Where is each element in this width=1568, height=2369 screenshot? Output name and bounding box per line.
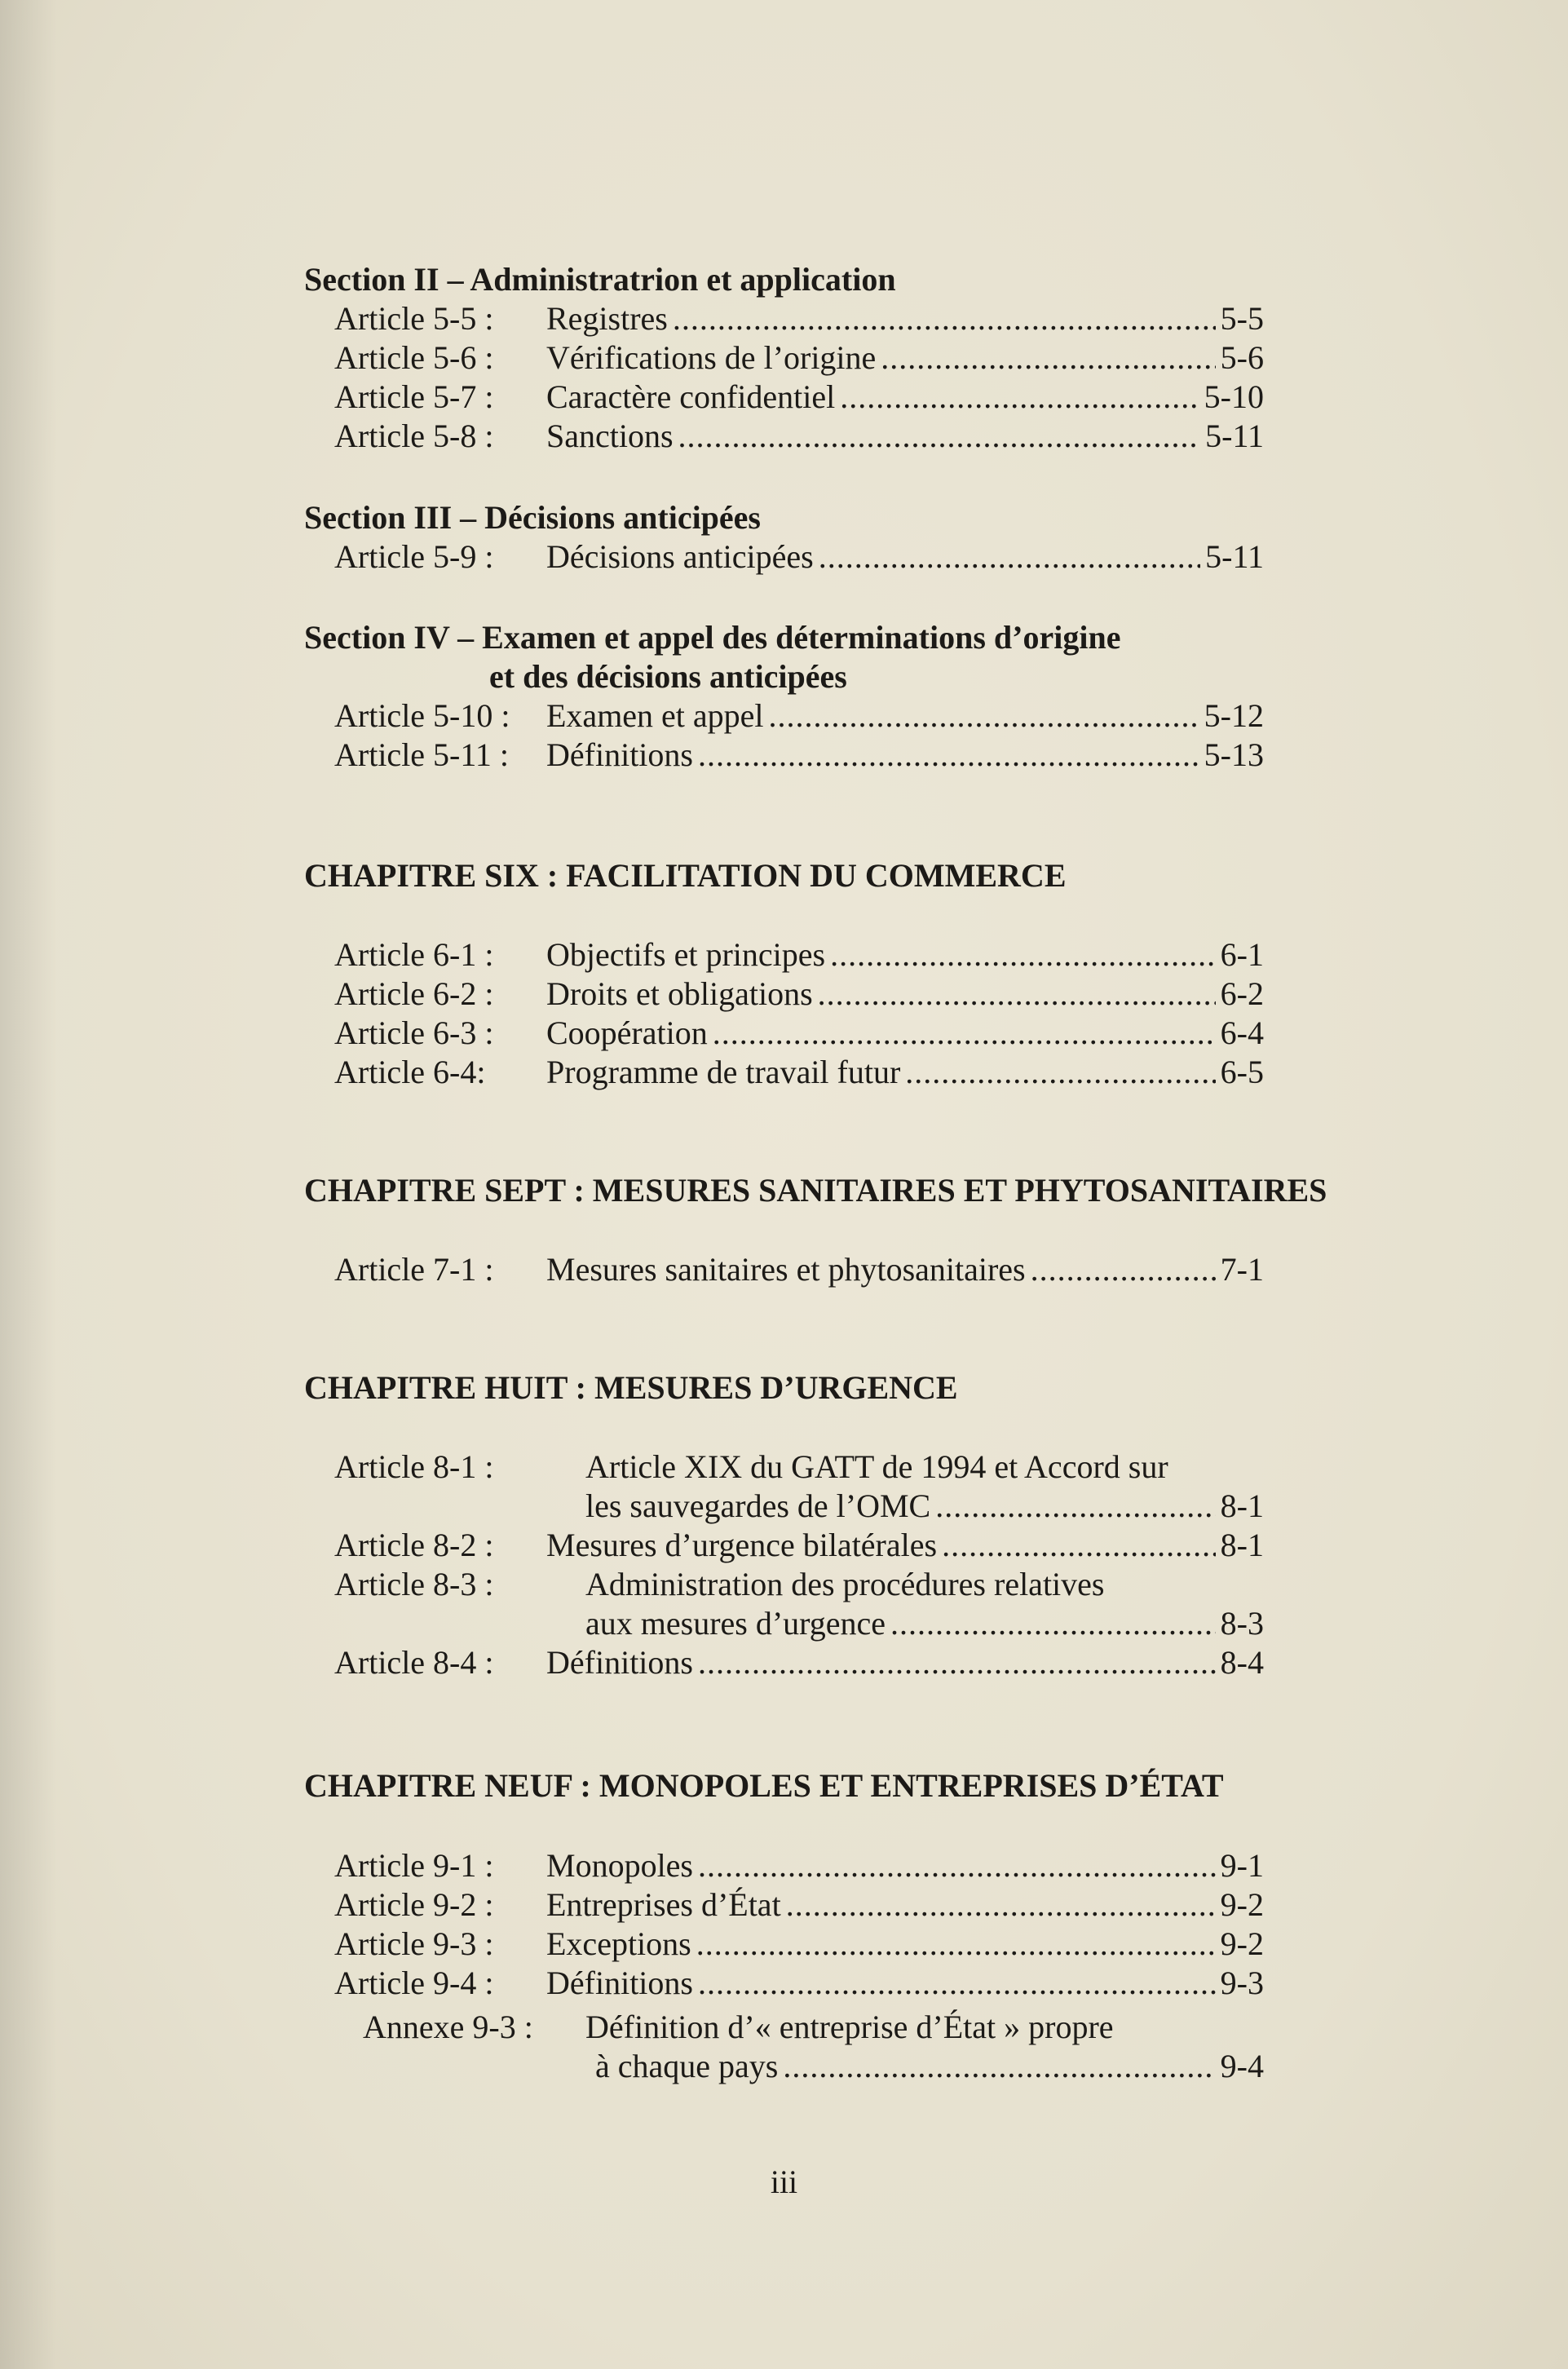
article-label: Article 6-4: <box>334 1054 486 1090</box>
article-label: Article 6-1 : <box>334 936 494 973</box>
article-title: Programme de travail futur <box>546 1054 901 1090</box>
toc-entry[interactable] <box>0 1845 1568 1887</box>
article-title: Coopération <box>546 1014 708 1051</box>
article-title: Définitions <box>546 1644 693 1681</box>
article-label: Article 5-5 : <box>334 300 494 337</box>
toc-entry[interactable] <box>0 1563 1568 1606</box>
article-title: Sanctions <box>546 418 674 454</box>
leader-dots <box>818 973 1216 1015</box>
toc-entry[interactable] <box>0 695 1568 737</box>
toc-entry[interactable] <box>0 1884 1568 1926</box>
page-number: 9-3 <box>1220 1965 1264 2001</box>
page-number: 8-1 <box>1220 1487 1264 1524</box>
page-number: 5-11 <box>1205 418 1264 454</box>
article-label: Article 9-4 : <box>334 1965 494 2001</box>
leader-dots <box>698 1642 1216 1684</box>
toc-entry[interactable] <box>0 1923 1568 1965</box>
leader-dots <box>1031 1249 1216 1291</box>
article-label: Article 6-3 : <box>334 1014 494 1051</box>
article-label: Article 8-2 : <box>334 1527 494 1563</box>
page-number: 8-3 <box>1220 1605 1264 1642</box>
article-label: Article 5-9 : <box>334 538 494 575</box>
leader-dots <box>678 415 1201 457</box>
leader-dots <box>905 1051 1215 1094</box>
article-title: Administration des procédures relatives <box>585 1566 1105 1602</box>
article-title: Définitions <box>546 1965 693 2001</box>
toc-entry[interactable] <box>0 337 1568 379</box>
article-title: Caractère confidentiel <box>546 378 836 415</box>
page-number: 5-12 <box>1204 697 1264 734</box>
page-number: 9-1 <box>1220 1847 1264 1884</box>
leader-dots <box>890 1602 1216 1645</box>
article-title: Définitions <box>546 736 693 773</box>
article-label: Article 6-2 : <box>334 975 494 1012</box>
leader-dots <box>698 1845 1216 1887</box>
leader-dots <box>935 1485 1215 1527</box>
article-title-continuation: les sauvegardes de l’OMC <box>585 1487 931 1524</box>
section-heading-continuation: et des décisions anticipées <box>489 658 847 695</box>
page-number: 9-4 <box>1220 2048 1264 2084</box>
page-number: 5-11 <box>1205 538 1264 575</box>
article-label: Article 5-10 : <box>334 697 510 734</box>
page-number: 5-6 <box>1220 339 1264 376</box>
article-label: Article 9-1 : <box>334 1847 494 1884</box>
page-number: 6-4 <box>1220 1014 1264 1051</box>
page-number: 9-2 <box>1220 1886 1264 1923</box>
toc-entry[interactable] <box>0 298 1568 340</box>
article-title: Registres <box>546 300 668 337</box>
article-label: Article 5-8 : <box>334 418 494 454</box>
page-number: 8-4 <box>1220 1644 1264 1681</box>
toc-entry-continuation[interactable] <box>0 1602 1568 1645</box>
page-number: 6-2 <box>1220 975 1264 1012</box>
annex-title-continuation: à chaque pays <box>595 2048 779 2084</box>
toc-entry[interactable] <box>0 536 1568 578</box>
folio-page-number: iii <box>770 2163 798 2200</box>
article-title: Mesures sanitaires et phytosanitaires <box>546 1251 1026 1288</box>
article-label: Article 9-3 : <box>334 1925 494 1962</box>
page-number: 6-5 <box>1220 1054 1264 1090</box>
leader-dots <box>696 1923 1216 1965</box>
page-number: 8-1 <box>1220 1527 1264 1563</box>
article-label: Article 5-7 : <box>334 378 494 415</box>
article-label: Article 5-6 : <box>334 339 494 376</box>
article-title: Droits et obligations <box>546 975 813 1012</box>
section-heading: Section II – Administratrion et application <box>304 261 896 298</box>
toc-entry[interactable] <box>0 1962 1568 2004</box>
leader-dots <box>769 695 1199 737</box>
leader-dots <box>698 1962 1216 2004</box>
article-title: Entreprises d’État <box>546 1886 781 1923</box>
toc-entry[interactable] <box>0 415 1568 457</box>
toc-entry[interactable] <box>0 1051 1568 1094</box>
page-number: 6-1 <box>1220 936 1264 973</box>
toc-entry[interactable] <box>0 2006 1568 2049</box>
section-heading: Section III – Décisions anticipées <box>304 499 761 536</box>
article-title: Examen et appel <box>546 697 764 734</box>
chapter-heading: CHAPITRE SEPT : MESURES SANITAIRES ET PHYTOSANITAIRES <box>304 1172 1327 1209</box>
leader-dots <box>786 1884 1216 1926</box>
leader-dots <box>830 934 1216 976</box>
article-label: Article 5-11 : <box>334 736 510 773</box>
toc-entry[interactable] <box>0 376 1568 418</box>
article-title: Article XIX du GATT de 1994 et Accord sur <box>585 1448 1168 1485</box>
page-number: 5-5 <box>1220 300 1264 337</box>
annex-label: Annexe 9-3 : <box>363 2009 533 2045</box>
toc-entry[interactable] <box>0 1012 1568 1054</box>
article-label: Article 8-3 : <box>334 1566 494 1602</box>
leader-dots <box>783 2045 1215 2088</box>
toc-entry[interactable] <box>0 734 1568 776</box>
chapter-heading: CHAPITRE SIX : FACILITATION DU COMMERCE <box>304 857 1067 894</box>
toc-entry[interactable] <box>0 1524 1568 1567</box>
article-title-continuation: aux mesures d’urgence <box>585 1605 886 1642</box>
toc-entry[interactable] <box>0 1249 1568 1291</box>
toc-entry[interactable] <box>0 1446 1568 1488</box>
leader-dots <box>673 298 1216 340</box>
leader-dots <box>819 536 1200 578</box>
article-title: Vérifications de l’origine <box>546 339 877 376</box>
article-title: Mesures d’urgence bilatérales <box>546 1527 938 1563</box>
section-heading: Section IV – Examen et appel des déterminations d’origine <box>304 619 1121 656</box>
page-number: 5-13 <box>1204 736 1264 773</box>
toc-entry-continuation[interactable] <box>0 2045 1568 2088</box>
toc-entry-continuation[interactable] <box>0 1485 1568 1527</box>
leader-dots <box>713 1012 1216 1054</box>
leader-dots <box>881 337 1215 379</box>
chapter-heading: CHAPITRE HUIT : MESURES D’URGENCE <box>304 1369 958 1406</box>
page-number: 9-2 <box>1220 1925 1264 1962</box>
article-title: Exceptions <box>546 1925 691 1962</box>
article-label: Article 8-1 : <box>334 1448 494 1485</box>
toc-entry[interactable] <box>0 973 1568 1015</box>
leader-dots <box>840 376 1199 418</box>
annex-title: Définition d’« entreprise d’État » propre <box>585 2009 1114 2045</box>
chapter-heading: CHAPITRE NEUF : MONOPOLES ET ENTREPRISES D’ÉTAT <box>304 1767 1224 1804</box>
toc-entry[interactable] <box>0 934 1568 976</box>
article-title: Décisions anticipées <box>546 538 814 575</box>
leader-dots <box>942 1524 1216 1567</box>
article-label: Article 7-1 : <box>334 1251 494 1288</box>
article-title: Objectifs et principes <box>546 936 826 973</box>
toc-entry[interactable] <box>0 1642 1568 1684</box>
page-number: 5-10 <box>1204 378 1264 415</box>
leader-dots <box>698 734 1199 776</box>
page-number: 7-1 <box>1220 1251 1264 1288</box>
article-title: Monopoles <box>546 1847 693 1884</box>
article-label: Article 9-2 : <box>334 1886 494 1923</box>
article-label: Article 8-4 : <box>334 1644 494 1681</box>
